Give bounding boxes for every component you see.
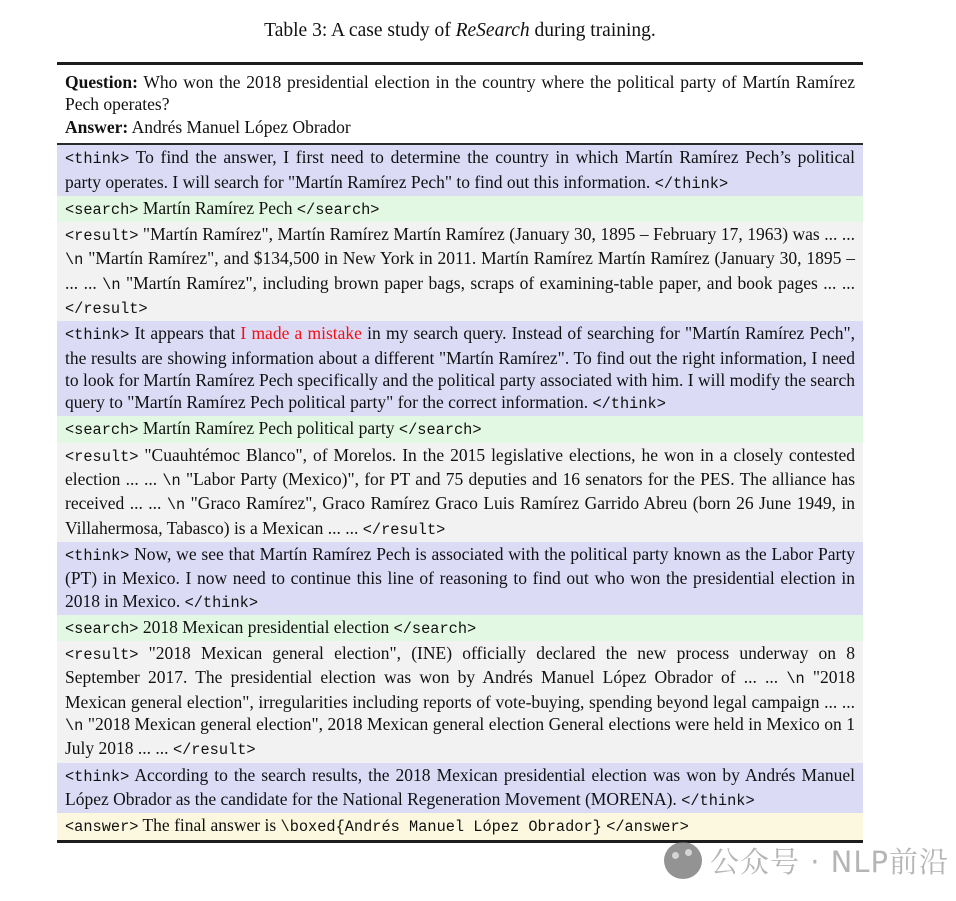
xml-tag: </result> [362, 520, 446, 539]
icon-eye-right [685, 849, 692, 856]
xml-tag: \n [166, 496, 186, 515]
search-block [57, 196, 863, 222]
xml-tag: </think> [654, 174, 729, 193]
xml-tag: <result> [65, 447, 139, 466]
body-text: 2018 Mexican presidential election [138, 616, 394, 637]
caption-prefix: Table 3: A case study of [264, 20, 456, 41]
xml-tag: \n [162, 472, 181, 491]
trajectory-blocks [57, 145, 863, 839]
search-block [57, 416, 863, 442]
question-text: Who won the 2018 presidential election in the country where the political party of Martín Ramírez Pech operates? [65, 72, 855, 115]
search-block [57, 615, 863, 641]
xml-tag: <answer> [65, 818, 139, 837]
body-text: "Martín Ramírez", and $134,500 in New York in 2011. Martín Ramírez Martín Ramírez (January 30, 1895 – ... ... [65, 248, 855, 293]
body-text: "2018 Mexican general election", (INE) officially declared the new process underway on 8 September 2017. The presidential election was won by Andrés Manuel López Obrador of ... ... [65, 643, 855, 688]
chat-face-icon [664, 842, 702, 879]
body-text: "2018 Mexican general election", 2018 Mexican general election General elections were held in Mexico on 1 July 2018 ... ... [65, 714, 855, 759]
watermark-text: 公众号 · NLP前沿 [710, 845, 949, 879]
result-block [57, 443, 863, 542]
body-text: To find the answer, I first need to determine the country in which Martín Ramírez Pech’s political party operates. I will search for "Martín Ramírez Pech" to find out this information. [65, 147, 855, 192]
body-text: The final answer is [138, 815, 281, 836]
answer-text: Andrés Manuel López Obrador [128, 116, 351, 137]
body-text: "2018 Mexican general election", irregularities including reports of vote-buying, spending beyond legal campaign ... ... [65, 667, 855, 712]
case-study-table [57, 62, 863, 843]
table-bottom-rule [57, 840, 863, 843]
xml-tag: \n [786, 670, 805, 689]
body-text: "Cuauhtémoc Blanco", of Morelos. In the 2015 legislative elections, he won in a closely contested election ... ... [65, 444, 855, 490]
xml-tag: \n [102, 275, 121, 294]
icon-eye-left [672, 852, 679, 859]
watermark [664, 840, 949, 881]
body-text: "Labor Party (Mexico)", for PT and 75 deputies and 16 senators for the PES. The alliance has received ... ... [65, 469, 855, 514]
body-text: in my search query. Instead of searching for "Martín Ramírez Pech", the results are showing information about a different "Martín Ramírez". To find out the right information, I need to look for Martín Ramírez Pech specifically and the political party associated with him. I will modify the search query to "Martín Ramírez Pech political party" for the correct information. [65, 323, 855, 413]
xml-tag: \boxed{Andrés Manuel López Obrador} [280, 818, 602, 837]
answer-block [57, 813, 863, 839]
xml-tag: <result> [65, 227, 139, 246]
caption-suffix: during training. [529, 20, 656, 41]
xml-tag: <search> [65, 421, 139, 440]
xml-tag: </result> [172, 741, 256, 760]
body-text: "Martín Ramírez", including brown paper bags, scraps of examining-table paper, and book pages ... ... [120, 272, 856, 293]
xml-tag: <result> [65, 646, 139, 665]
body-text: According to the search results, the 2018 Mexican presidential election was won by Andrés Manuel López Obrador as the candidate for the National Regeneration Movement (MORENA). [65, 764, 855, 809]
xml-tag: <think> [65, 150, 130, 169]
body-text: Martín Ramírez Pech [138, 197, 297, 218]
xml-tag: <think> [65, 546, 130, 565]
xml-tag: </think> [681, 791, 755, 810]
xml-tag: </think> [184, 593, 259, 612]
think-block [57, 763, 863, 814]
xml-tag: </search> [398, 421, 482, 440]
xml-tag: </result> [65, 300, 148, 318]
answer-label: Answer: [65, 116, 129, 137]
think-block [57, 321, 863, 416]
xml-tag: \n [65, 717, 84, 736]
xml-tag: <think> [65, 767, 130, 786]
result-block [57, 641, 863, 762]
question-answer-block [57, 65, 863, 143]
result-block [57, 222, 863, 321]
body-text: "Graco Ramírez", Graco Ramírez Graco Luis Ramírez Garrido Abreu (born 26 June 1949, in Villahermosa, Tabasco) is a Mexican ... ... [65, 493, 855, 538]
xml-tag: </answer> [606, 818, 689, 837]
xml-tag: \n [65, 251, 84, 270]
body-text: "Martín Ramírez", Martín Ramírez Martín Ramírez (January 30, 1895 – February 17, 1963) was ... ... [138, 224, 855, 245]
think-block [57, 542, 863, 615]
xml-tag: </search> [393, 619, 477, 638]
xml-tag: <search> [65, 619, 139, 638]
body-text: It appears that [129, 323, 241, 344]
xml-tag: <search> [65, 200, 139, 219]
question-label: Question: [65, 72, 138, 92]
think-block [57, 145, 863, 196]
caption-method-name: ReSearch [455, 20, 530, 41]
xml-tag: </search> [296, 200, 380, 219]
body-text: Now, we see that Martín Ramírez Pech is associated with the political party known as the Labor Party (PT) in Mexico. I now need to continue this line of reasoning to find out who won the presidential election in 2018 in Mexico. [65, 543, 855, 611]
xml-tag: <think> [65, 326, 130, 345]
xml-tag: </think> [592, 395, 666, 414]
mistake-highlight: I made a mistake [240, 323, 362, 344]
caption-text [264, 20, 656, 42]
body-text: Martín Ramírez Pech political party [138, 418, 399, 439]
table-caption [57, 0, 863, 62]
